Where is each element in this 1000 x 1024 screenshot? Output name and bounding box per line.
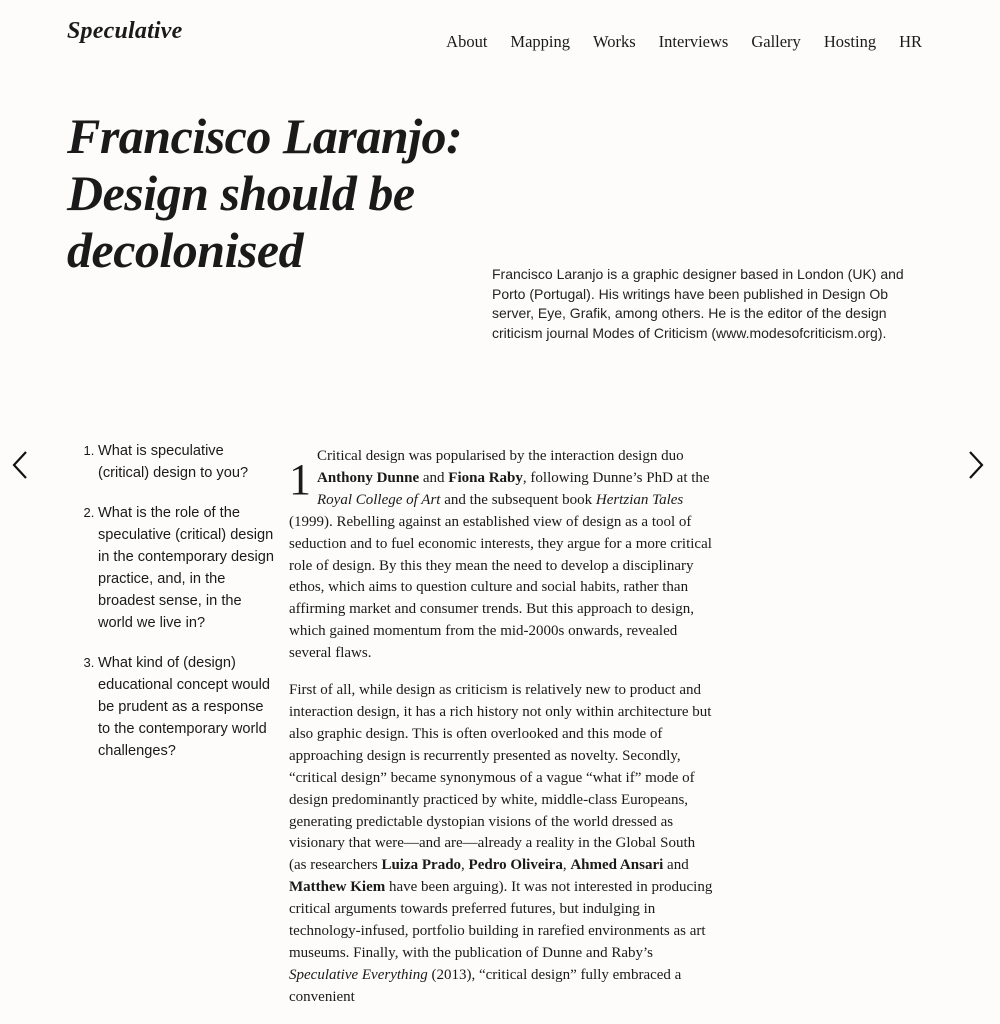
question-item[interactable]: 2. What is the role of the speculative (critical) design in the contemporary design practice, and, in the broadest sense, in the world we live in? bbox=[98, 502, 278, 634]
author-bio: Francisco Laranjo is a graphic designer based in London (UK) and Porto (Portugal). His writings have been published in Design Ob server, Eye, Grafik, among others. He is the editor of the design criticism journal Modes of Criticism (www.modesofcriticism.org). bbox=[492, 266, 904, 341]
nav-item-hosting[interactable]: Hosting bbox=[823, 32, 877, 51]
text-run: and the subsequent book bbox=[440, 491, 596, 508]
prev-button[interactable] bbox=[9, 449, 31, 481]
chevron-left-icon bbox=[9, 449, 31, 481]
nav-item-about[interactable]: About bbox=[446, 32, 488, 51]
text-run: , bbox=[461, 857, 469, 874]
answer-paragraph-1 bbox=[289, 446, 713, 665]
nav-item-gallery[interactable]: Gallery bbox=[751, 32, 801, 51]
page-title: Francisco Laranjo: Design should be decolonised bbox=[67, 108, 463, 278]
nav-item-hr[interactable]: HR bbox=[899, 32, 922, 51]
book-title: Hertzian Tales bbox=[595, 491, 684, 508]
next-button[interactable] bbox=[965, 449, 987, 481]
question-list bbox=[78, 440, 278, 780]
text-run: , bbox=[562, 857, 571, 874]
book-title: Speculative Everything bbox=[289, 966, 428, 983]
text-run: and bbox=[419, 469, 449, 486]
site-logo[interactable]: Speculative bbox=[67, 18, 183, 44]
text-run: and bbox=[663, 857, 689, 874]
text-run: First of all, while design as criticism is relatively new to product and interaction design, it has a rich history not only within architecture but also graphic design. This is often overlooked and this mode of approaching design is recurrently presented as novelty. Secondly, “critical design” became synonymous of a vague “what if” mode of design predominantly practiced by white, middle-class Europeans, generating predictable dystopian visions of the world dressed as visionary that were—and are—already a reality in the Global South (as researchers bbox=[289, 682, 712, 874]
text-run: (2013), “critical design” fully embraced a convenient bbox=[289, 966, 682, 1005]
nav-item-mapping[interactable]: Mapping bbox=[510, 32, 570, 51]
institution-name: Royal College of Art bbox=[317, 491, 441, 508]
person-name: Luiza Prado bbox=[381, 857, 462, 874]
question-item[interactable]: 3. What kind of (design) educational concept would be prudent as a response to the contemporary world challenges? bbox=[98, 652, 278, 762]
article-body bbox=[289, 446, 713, 1024]
person-name: Matthew Kiem bbox=[289, 879, 386, 896]
main-nav bbox=[446, 32, 922, 52]
text-run: Critical design was popularised by the interaction design duo bbox=[317, 448, 684, 464]
person-name: Fiona Raby bbox=[448, 469, 523, 486]
person-name: Ahmed Ansari bbox=[570, 857, 664, 874]
text-run: , following Dunne’s PhD at the bbox=[522, 469, 710, 486]
answer-paragraph-2 bbox=[289, 680, 713, 1009]
person-name: Anthony Dunne bbox=[317, 469, 420, 486]
nav-item-interviews[interactable]: Interviews bbox=[658, 32, 729, 51]
person-name: Pedro Oliveira bbox=[468, 857, 563, 874]
drop-cap: 1 bbox=[289, 455, 311, 504]
text-run: have been arguing). It was not interested in producing critical arguments towards preferred futures, but indulging in technology-infused, portfolio building in rarefied environments as art museums. Finally, with the publication of Dunne and Raby’s bbox=[289, 879, 713, 961]
text-run: (1999). Rebelling against an established view of design as a tool of seduction and to fuel economic interests, they argue for a more critical role of design. By this they mean the need to develop a disciplinary ethos, which aims to question culture and social habits, rather than affirming market and consumer trends. But this approach to design, which gained momentum from the mid-2000s onwards, revealed several flaws. bbox=[289, 513, 712, 662]
chevron-right-icon bbox=[965, 449, 987, 481]
nav-item-works[interactable]: Works bbox=[593, 32, 636, 51]
question-item[interactable]: 1. What is speculative (critical) design to you? bbox=[98, 440, 278, 484]
